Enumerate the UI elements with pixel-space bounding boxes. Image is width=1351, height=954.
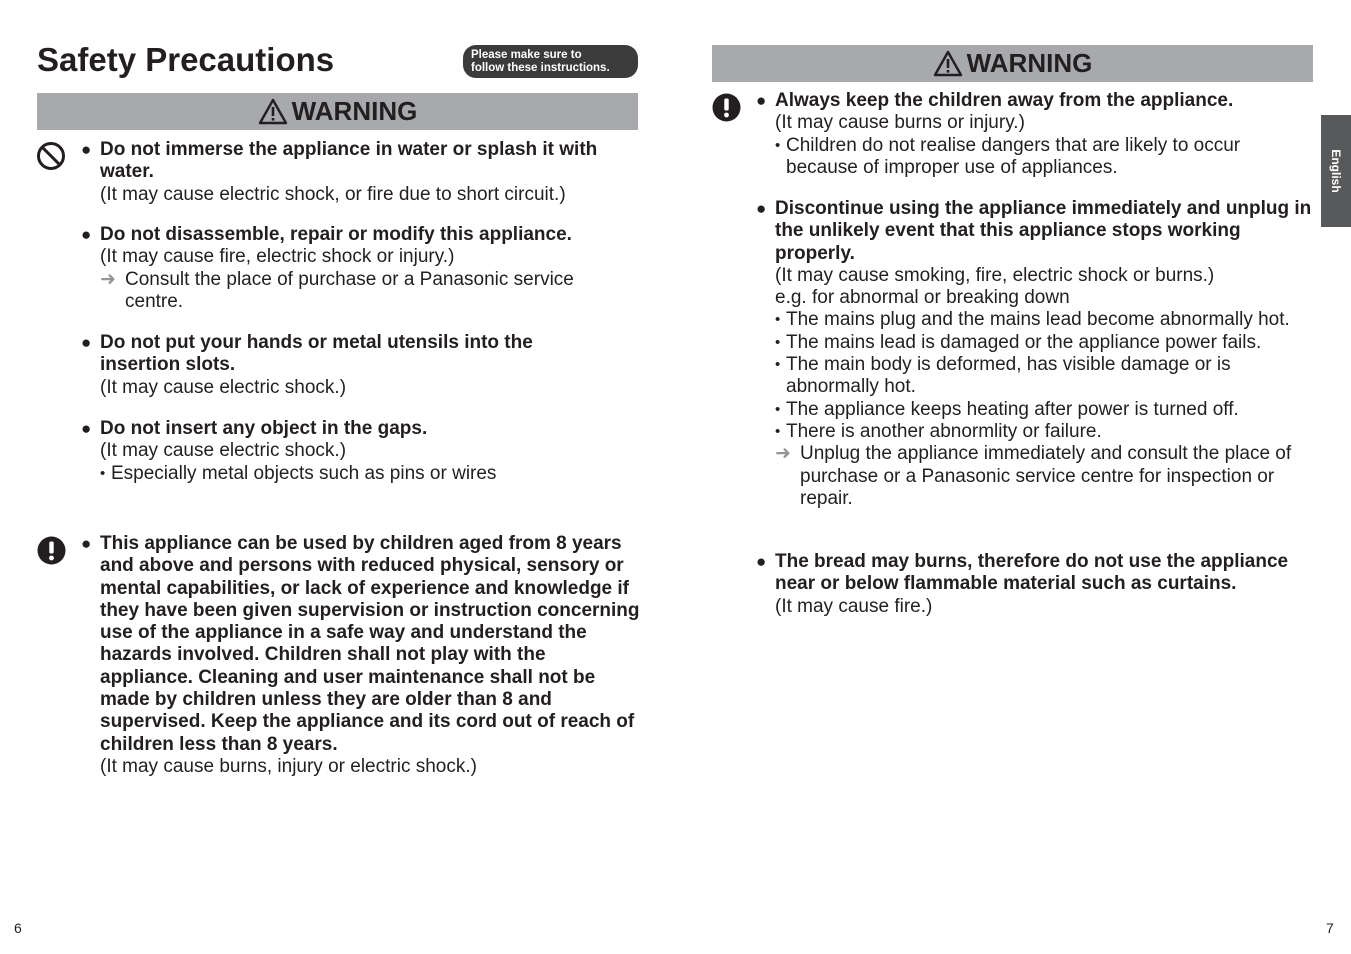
item-heading: Do not insert any object in the gaps. (100, 418, 428, 439)
sub-bullet-icon: • (775, 356, 781, 374)
sub-bullet-icon: • (100, 464, 106, 482)
mandatory-item (756, 551, 1300, 618)
bullet-icon: ● (81, 333, 92, 352)
bullet-icon: ● (81, 534, 92, 553)
item-heading: This appliance can be used by children aged from 8 years and above and persons with reduced physical, sensory or mental capabilities, or lack of experience and knowledge if they have been given supervision or instruction concerning use of the appliance in a safe way and understand the hazards involved. Children shall not play with the appliance. Cleaning and user maintenance shall not be made by children unless they are older than 8 and supervised. Keep the appliance and its cord out of reach of children less than 8 years. (100, 533, 640, 755)
sub-point (775, 354, 1315, 399)
sub-point-text: Especially metal objects such as pins or wires (111, 462, 497, 484)
item-note: (It may cause fire, electric shock or injury.) (100, 246, 455, 268)
warning-banner-right (712, 45, 1313, 82)
sub-point-text: The mains plug and the mains lead become abnormally hot. (786, 309, 1290, 331)
mandatory-item (756, 90, 1300, 179)
bullet-icon: ● (756, 199, 767, 218)
instruction-text: Consult the place of purchase or a Panasonic service centre. (125, 268, 574, 312)
sub-point (775, 135, 1300, 180)
sub-bullet-icon: • (775, 311, 781, 329)
prohibition-item (81, 332, 600, 399)
sub-bullet-icon: • (775, 136, 781, 154)
sub-point (775, 421, 1315, 443)
sub-bullet-icon: • (775, 422, 781, 440)
sub-bullet-icon: • (775, 400, 781, 418)
sub-point (100, 463, 620, 485)
mandatory-item (81, 533, 640, 778)
page-number-left: 6 (14, 920, 22, 936)
prohibition-item (81, 224, 630, 313)
item-note: (It may cause smoking, fire, electric shock or burns.) (775, 264, 1215, 286)
instruction-line (100, 269, 630, 314)
notice-line-2: follow these instructions. (471, 62, 610, 74)
item-note: (It may cause burns or injury.) (775, 112, 1025, 134)
bullet-icon: ● (81, 225, 92, 244)
item-heading: Do not immerse the appliance in water or splash it with water. (100, 139, 598, 183)
warning-label: WARNING (291, 96, 418, 126)
item-heading: Always keep the children away from the appliance. (775, 90, 1234, 111)
warning-label: WARNING (966, 48, 1093, 78)
page-title: Safety Precautions (37, 41, 335, 78)
item-heading: Discontinue using the appliance immediately and unplug in the unlikely event that this appliance stops working properly. (775, 198, 1312, 264)
bullet-icon: ● (756, 91, 767, 110)
bullet-icon: ● (756, 552, 767, 571)
sub-point-text: The appliance keeps heating after power is turned off. (786, 398, 1239, 420)
item-note: (It may cause electric shock, or fire due to short circuit.) (100, 183, 566, 205)
mandatory-item (756, 198, 1315, 510)
instruction-line (775, 443, 1315, 510)
notice-line-1: Please make sure to (471, 49, 582, 61)
item-heading: Do not put your hands or metal utensils into the insertion slots. (100, 332, 533, 376)
bullet-icon: ● (81, 140, 92, 159)
item-heading: Do not disassemble, repair or modify this appliance. (100, 224, 572, 245)
language-tab-label: English (1329, 149, 1343, 193)
page-number-right: 7 (1326, 920, 1334, 936)
instructions-notice-badge (463, 45, 638, 78)
sub-point-text: There is another abnormlity or failure. (786, 420, 1102, 442)
sub-point (775, 309, 1315, 331)
prohibition-item (81, 139, 620, 206)
exclamation-icon (37, 536, 66, 565)
item-note: (It may cause burns, injury or electric shock.) (100, 755, 477, 777)
prohibition-item (81, 418, 620, 485)
arrow-icon: ➜ (100, 268, 116, 290)
sub-point-text: The main body is deformed, has visible damage or is abnormally hot. (786, 354, 1231, 398)
warning-triangle-icon (933, 50, 963, 77)
instruction-text: Unplug the appliance immediately and consult the place of purchase or a Panasonic service centre for inspection or repair. (800, 443, 1292, 509)
sub-point-text: Children do not realise dangers that are likely to occur because of improper use of appliances. (786, 134, 1241, 178)
bullet-icon: ● (81, 419, 92, 438)
sub-point-text: The mains lead is damaged or the appliance power fails. (786, 331, 1262, 353)
language-tab (1321, 115, 1351, 227)
item-note: (It may cause electric shock.) (100, 376, 347, 398)
sub-bullet-icon: • (775, 333, 781, 351)
warning-triangle-icon (258, 98, 288, 125)
exclamation-icon (712, 93, 741, 122)
item-note: (It may cause fire.) (775, 595, 933, 617)
sub-point (775, 332, 1315, 354)
sub-point (775, 399, 1315, 421)
prohibition-icon (36, 141, 66, 171)
item-note: (It may cause electric shock.) (100, 440, 347, 462)
item-note: e.g. for abnormal or breaking down (775, 287, 1070, 309)
warning-banner-left (37, 93, 638, 130)
item-heading: The bread may burns, therefore do not use the appliance near or below flammable material such as curtains. (775, 551, 1289, 595)
arrow-icon: ➜ (775, 443, 791, 465)
